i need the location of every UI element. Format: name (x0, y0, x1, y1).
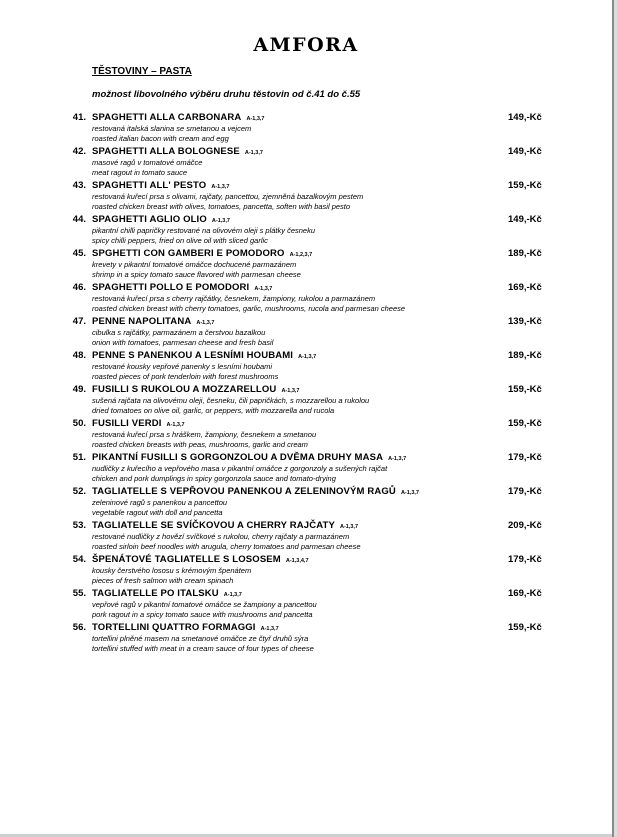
item-allergens: A-1,3,7 (211, 218, 230, 224)
item-price: 149,-Kč (508, 112, 542, 123)
item-description-cz: masové ragů v tomatové omáčce (92, 158, 203, 167)
item-description-cz: restovaná kuřecí prsa s hráškem, žampiony, česnekem a smetanou (92, 430, 317, 439)
item-description-en: spicy chilli peppers, fried on olive oil with sliced garlic (92, 236, 268, 245)
menu-item (0, 588, 612, 622)
item-description-en: pieces of fresh salmon with cream spinach (92, 576, 234, 585)
item-name-text: TORTELLINI QUATTRO FORMAGGI (92, 622, 256, 633)
item-allergens: A-1,3,7 (223, 592, 242, 598)
item-name-text: SPAGHETTI ALLA BOLOGNESE (92, 146, 240, 157)
item-description-cz: sušená rajčata na olivovému oleji, česneku, čili papričkách, s mozzarellou a rukolou (92, 396, 370, 405)
item-description-cz: krevety v pikantní tomatové omáčce dochucené parmazánem (92, 260, 297, 269)
item-allergens: A-1,3,7 (211, 184, 230, 190)
item-description-cz: restovaná kuřecí prsa s olivami, rajčaty, pancettou, zjemněná bazalkovým pestem (92, 192, 364, 201)
item-allergens: A-1,3,7 (260, 626, 279, 632)
item-price: 159,-Kč (508, 384, 542, 395)
item-price: 189,-Kč (508, 248, 542, 259)
menu-item (0, 248, 612, 282)
item-name-text: PIKANTNÍ FUSILLI S GORGONZOLOU A DVĚMA DRUHY MASA (92, 452, 384, 463)
menu-item (0, 282, 612, 316)
item-number: 53. (72, 520, 86, 531)
item-number: 52. (72, 486, 86, 497)
selection-note: možnost libovolného výběru druhu těstovin od č.41 do č.55 (92, 89, 361, 100)
item-name-text: ŠPENÁTOVÉ TAGLIATELLE S LOSOSEM (92, 554, 281, 565)
item-name-text: SPAGHETTI POLLO E POMODORI (92, 282, 250, 293)
item-name-text: SPAGHETTI AGLIO OLIO (92, 214, 207, 225)
item-allergens: A-1,3,7 (246, 116, 265, 122)
menu-item (0, 486, 612, 520)
item-description-cz: vepřové ragů v pikantní tomatové omáčce se žampiony a pancettou (92, 600, 317, 609)
item-price: 149,-Kč (508, 214, 542, 225)
item-price: 169,-Kč (508, 588, 542, 599)
item-number: 48. (72, 350, 86, 361)
item-number: 45. (72, 248, 86, 259)
item-price: 149,-Kč (508, 146, 542, 157)
item-allergens: A-1,3,7 (166, 422, 185, 428)
item-number: 43. (72, 180, 86, 191)
item-description-cz: kousky čerstvého lososu s krémovým špenátem (92, 566, 252, 575)
item-allergens: A-1,3,7 (388, 456, 407, 462)
item-number: 50. (72, 418, 86, 429)
item-name-text: TAGLIATELLE PO ITALSKU (92, 588, 219, 599)
item-allergens: A-1,3,7 (281, 388, 300, 394)
item-description-en: pork ragout in a spicy tomato sauce with mushrooms and pancetta (92, 610, 313, 619)
item-description-en: shrimp in a spicy tomato sauce flavored with parmesan cheese (92, 270, 301, 279)
item-number: 56. (72, 622, 86, 633)
item-allergens: A-1,3,7 (196, 320, 215, 326)
item-number: 55. (72, 588, 86, 599)
item-allergens: A-1,3,7 (298, 354, 317, 360)
item-description-cz: restovaná italská slanina se smetanou a vejcem (92, 124, 252, 133)
item-price: 179,-Kč (508, 452, 542, 463)
item-price: 179,-Kč (508, 486, 542, 497)
item-description-en: onion with tomatoes, parmesan cheese and fresh basil (92, 338, 274, 347)
item-description-en: roasted chicken breast with cherry tomatoes, garlic, mushrooms, rucola and parmesan cheese (92, 304, 406, 313)
item-number: 42. (72, 146, 86, 157)
item-price: 159,-Kč (508, 622, 542, 633)
item-name-text: SPGHETTI CON GAMBERI E POMODORO (92, 248, 285, 259)
item-description-en: chicken and pork dumplings in spicy gorgonzola sauce and tomato-drying (92, 474, 336, 483)
item-description-cz: zeleninové ragů s panenkou a pancettou (92, 498, 228, 507)
menu-item (0, 146, 612, 180)
menu-item (0, 180, 612, 214)
menu-item (0, 350, 612, 384)
item-description-cz: restované kousky vepřové panenky s lesními houbami (92, 362, 273, 371)
item-description-en: vegetable ragout with doll and pancetta (92, 508, 223, 517)
menu-item (0, 452, 612, 486)
section-heading: TĚSTOVINY – PASTA (92, 66, 192, 77)
item-description-en: roasted chicken breasts with peas, mushrooms, garlic and cream (92, 440, 308, 449)
item-name-text: PENNE NAPOLITANA (92, 316, 192, 327)
item-description-en: roasted italian bacon with cream and egg (92, 134, 229, 143)
item-name-text: FUSILLI S RUKOLOU A MOZZARELLOU (92, 384, 277, 395)
item-price: 189,-Kč (508, 350, 542, 361)
item-number: 54. (72, 554, 86, 565)
item-allergens: A-1,3,7 (254, 286, 273, 292)
menu-item (0, 384, 612, 418)
item-price: 169,-Kč (508, 282, 542, 293)
item-price: 209,-Kč (508, 520, 542, 531)
item-allergens: A-1,3,7 (400, 490, 419, 496)
item-name-text: TAGLIATELLE S VEPŘOVOU PANENKOU A ZELENINOVÝM RAGŮ (92, 486, 396, 497)
item-name-text: PENNE S PANENKOU A LESNÍMI HOUBAMI (92, 350, 294, 361)
menu-item (0, 554, 612, 588)
menu-list (0, 112, 612, 656)
menu-item (0, 112, 612, 146)
item-description-en: meat ragout in tomato sauce (92, 168, 188, 177)
item-allergens: A-1,3,7 (244, 150, 263, 156)
item-description-cz: pikantní chilli papričky restované na olivovém oleji s plátky česneku (92, 226, 316, 235)
item-number: 49. (72, 384, 86, 395)
item-description-cz: tortellini plněné masem na smetanové omáčce ze čtyř druhů sýra (92, 634, 309, 643)
item-price: 139,-Kč (508, 316, 542, 327)
item-description-en: roasted chicken breast with olives, tomatoes, pancetta, soften with basil pesto (92, 202, 351, 211)
menu-item (0, 418, 612, 452)
item-description-cz: restovaná kuřecí prsa s cherry rajčátky, česnekem, žampiony, rukolou a parmazánem (92, 294, 376, 303)
item-number: 44. (72, 214, 86, 225)
item-name-text: SPAGHETTI ALL' PESTO (92, 180, 207, 191)
item-number: 41. (72, 112, 86, 123)
item-name-text: SPAGHETTI ALLA CARBONARA (92, 112, 242, 123)
item-number: 47. (72, 316, 86, 327)
item-price: 159,-Kč (508, 418, 542, 429)
item-description-cz: nudličky z kuřecího a vepřového masa v pikantní omáčce z gorgonzoly a sušených rajčat (92, 464, 388, 473)
item-description-cz: cibulka s rajčátky, parmazánem a čerstvou bazalkou (92, 328, 266, 337)
item-allergens: A-1,3,7 (339, 524, 359, 530)
item-price: 179,-Kč (508, 554, 542, 565)
menu-item (0, 214, 612, 248)
item-description-en: dried tomatoes on olive oil, garlic, or peppers, with mozzarella and rucola (92, 406, 335, 415)
item-description-en: roasted sirloin beef noodles with arugula, cherry tomatoes and parmesan cheese (92, 542, 361, 551)
item-description-en: tortellini stuffed with meat in a cream sauce of four types of cheese (92, 644, 314, 653)
page-title: AMFORA (253, 34, 359, 56)
menu-item (0, 622, 612, 656)
item-allergens: A-1,3,4,7 (285, 558, 309, 564)
item-number: 46. (72, 282, 86, 293)
item-description-cz: restované nudličky z hovězí svíčkové s rukolou, cherry rajčaty a parmazánem (92, 532, 350, 541)
item-name-text: FUSILLI VERDI (92, 418, 162, 429)
item-price: 159,-Kč (508, 180, 542, 191)
item-number: 51. (72, 452, 86, 463)
menu-item (0, 520, 612, 554)
item-name-text: TAGLIATELLE SE SVÍČKOVOU A CHERRY RAJČATY (92, 520, 335, 531)
item-description-en: roasted pieces of pork tenderloin with forest mushrooms (92, 372, 279, 381)
item-allergens: A-1,2,3,7 (289, 252, 313, 258)
menu-item (0, 316, 612, 350)
